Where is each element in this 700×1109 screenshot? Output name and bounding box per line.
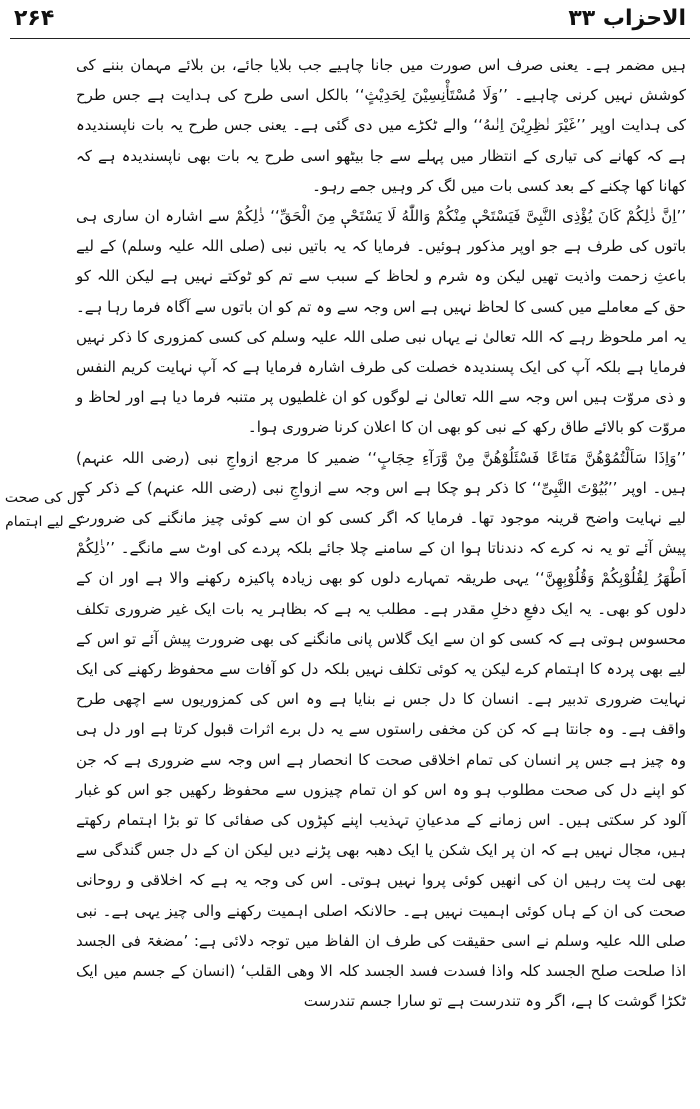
- paragraph: ’’وَاِذَا سَاَلْتُمُوْهُنَّ مَتَاعًا فَسْئَلُوْهُنَّ مِنْ وَّرَآءِ حِجَابٍ‘‘ ضمیر کا مرجع ازواجِ نبی (رضی اللہ عنہم) ہیں۔ اوپر ’’بُیُوْتَ النَّبِیِّ‘‘ کا ذکر ہو چکا ہے اس وجہ سے ازواجِ نبی (رضی اللہ عنہم) کے ذکر کے لیے نہایت واضح قرینہ موجود تھا۔ فرمایا کہ اگر کسی کو ان سے کوئی چیز مانگنے کی ضرورت پیش آئے تو یہ نہ کرے کہ دندناتا ہوا ان کے سامنے چلا جائے بلکہ پردے کی اوٹ سے مانگے۔ ’’ذٰلِكُمْ اَطْهَرُ لِقُلُوْبِكُمْ وَقُلُوْبِهِنَّ‘‘ یہی طریقہ تمہارے دلوں کو بھی زیادہ پاکیزہ رکھنے والا ہے اور ان کے دلوں کو بھی۔ یہ ایک دفعِ دخلِ مقدر ہے۔ مطلب یہ ہے کہ بظاہر یہ بات ایک غیر ضروری تکلف محسوس ہوتی ہے کہ کسی کو ان سے ایک گلاس پانی مانگنے کی بھی ضرورت پیش آئے تو اس کے لیے بھی پردہ کا اہتمام کرے لیکن یہ کوئی تکلف نہیں بلکہ دل کو آفات سے محفوظ رکھنے کی ایک نہایت ضروری تدبیر ہے۔ انسان کا دل جس نے بنایا ہے وہ اس کی کمزوریوں سے اچھی طرح واقف ہے۔ وہ جانتا ہے کہ کن کن مخفی راستوں سے یہ دل برے اثرات قبول کرتا ہے اور دل ہی وہ چیز ہے جس پر انسان کی تمام اخلاقی صحت کا انحصار ہے اس وجہ سے ضروری ہے کہ جن کو اپنے دل کی صحت مطلوب ہو وہ اس کو ان تمام چیزوں سے محفوظ رکھیں جو اس کو غبار آلود کر سکتی ہیں۔ اس زمانے کے مدعیانِ تہذیب اپنے کپڑوں کی صفائی کا تو بڑا اہتمام رکھتے ہیں، مجال نہیں ہے کہ ان پر ایک شکن یا ایک دھبہ بھی پڑنے دیں لیکن ان کے دل جس گندگی سے بھی لت پت رہیں ان کی انھیں کوئی پروا نہیں ہوتی۔ اس کی وجہ یہ ہے کہ اخلاقی و روحانی صحت کی ان کے ہاں کوئی اہمیت نہیں ہے۔ حالانکہ اصلی اہمیت رکھنے والی چیز یہی ہے۔ نبی صلی اللہ علیہ وسلم نے اسی حقیقت کی طرف ان الفاظ میں توجہ دلائی ہے: ’مضغۃ فی الجسد اذا صلحت صلح الجسد کلہ واذا فسدت فسد الجسد کلہ الا وھی القلب‘ (انسان کے جسم میں ایک ٹکڑا گوشت کا ہے، اگر وہ تندرست ہے تو سارا جسم تندرست: [76, 448, 686, 1011]
- commentary-body: [76, 50, 686, 1099]
- margin-note: دل کی صحت کے لیے اہتمام: [4, 490, 84, 530]
- page-number: ۲۶۴: [14, 6, 55, 31]
- paragraph: ہیں مضمر ہے۔ یعنی صرف اس صورت میں جانا چاہیے جب بلایا جائے، بن بلائے مہمان بننے کی کوشش نہیں کرنی چاہیے۔ ’’وَلَا مُسْتَأْنِسِیْنَ لِحَدِیْثٍ‘‘ بالکل اسی طرح کی ہدایت ہے جس طرح کی ہدایت اوپر ’’غَیْرَ نٰظِرِیْنَ اِنٰىهُ‘‘ والے ٹکڑے میں دی گئی ہے۔ یعنی جس طرح یہ بات ناپسندیدہ ہے کہ کھانے کی تیاری کے انتظار میں پہلے سے جا بیٹھو اسی طرح یہ بات بھی ناپسندیدہ ہے کہ کھانا کھا چکنے کے بعد کسی بات میں لگ کر وہیں جمے رہو۔: [76, 56, 686, 195]
- paragraph: ’’اِنَّ ذٰلِكُمْ كَانَ یُؤْذِی النَّبِیَّ فَیَسْتَحْیٖ مِنْكُمْ وَاللّٰهُ لَا یَسْتَحْیٖ مِنَ الْحَقِّ‘‘ ذٰلِکُمْ سے اشارہ ان ساری ہی باتوں کی طرف ہے جو اوپر مذکور ہوئیں۔ فرمایا کہ یہ باتیں نبی (صلی اللہ علیہ وسلم) کے لیے باعثِ زحمت واذیت تھیں لیکن وہ شرم و لحاظ کے سبب سے تم کو ٹوکتے نہیں ہے لیکن اللہ کو حق کے معاملے میں کسی کا لحاظ نہیں ہے اس وجہ سے وہ تم کو ان باتوں سے آگاہ فرما رہا ہے۔ یہ امر ملحوظ رہے کہ اللہ تعالیٰ نے یہاں نبی صلی اللہ علیہ وسلم کی کسی کمزوری کا ذکر نہیں فرمایا ہے بلکہ آپ کی ایک پسندیدہ خصلت کی طرف اشارہ فرمایا ہے کہ آپ نہایت کریم النفس و ذی مروّت ہیں اس وجہ سے اللہ تعالیٰ نے لوگوں کو ان غلطیوں پر متنبہ فرما دیا ہے اور لحاظ و مروّت کو بالائے طاق رکھ کے نبی کو بھی ان کا اعلان کرنا ضروری ہوا۔: [76, 207, 686, 437]
- header-divider: [10, 38, 690, 39]
- surah-title: الاحزاب ۳۳: [568, 6, 686, 31]
- page-header: [14, 6, 686, 40]
